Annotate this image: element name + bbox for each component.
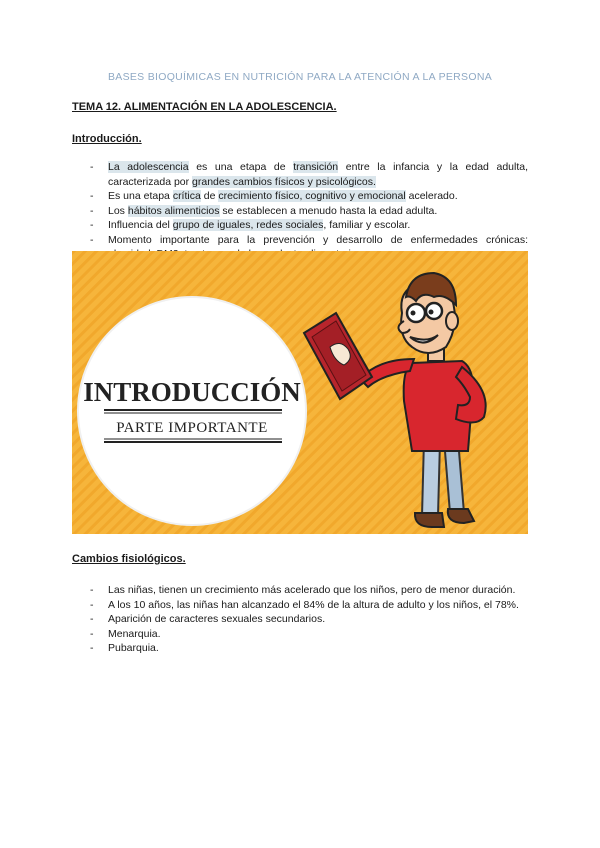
intro-item: - Influencia del grupo de iguales, redes sociales, familiar y escolar. <box>72 218 528 233</box>
title-badge <box>78 297 306 525</box>
cambios-item: - Pubarquia. <box>72 641 528 656</box>
intro-item: - Momento importante para la prevención y desarrollo de enfermedades crónicas: <box>72 233 528 262</box>
document-header: BASES BIOQUÍMICAS EN NUTRICIÓN PARA LA ATENCIÓN A LA PERSONA <box>107 71 493 83</box>
cambios-item: - A los 10 años, las niñas han alcanzado el 84% de la altura de adulto y los niños, el 78%. <box>72 598 528 613</box>
badge-main-text: INTRODUCCIÓN <box>83 377 301 407</box>
introduccion-banner <box>72 251 528 534</box>
document-title: TEMA 12. ALIMENTACIÓN EN LA ADOLESCENCIA. <box>72 101 337 113</box>
cambios-item: - Las niñas, tienen un crecimiento más acelerado que los niños, pero de menor duración. <box>72 583 528 598</box>
intro-item: - La adolescencia es una etapa de transición entre la infancia y la edad adulta, caracterizada por grandes cambios físicos y psicológicos. <box>72 160 528 189</box>
badge-sub-text: PARTE IMPORTANTE <box>116 420 268 436</box>
intro-item: - Es una etapa crítica de crecimiento físico, cognitivo y emocional acelerado. <box>72 189 528 204</box>
intro-list <box>72 160 528 262</box>
intro-item: - Los hábitos alimenticios se establecen a menudo hasta la edad adulta. <box>72 204 528 219</box>
cambios-heading: Cambios fisiológicos. <box>72 553 186 565</box>
banner-illustration <box>72 251 528 534</box>
cambios-list <box>72 583 528 656</box>
intro-heading: Introducción. <box>72 133 142 145</box>
cambios-item: - Menarquia. <box>72 627 528 642</box>
cambios-item: - Aparición de caracteres sexuales secundarios. <box>72 612 528 627</box>
